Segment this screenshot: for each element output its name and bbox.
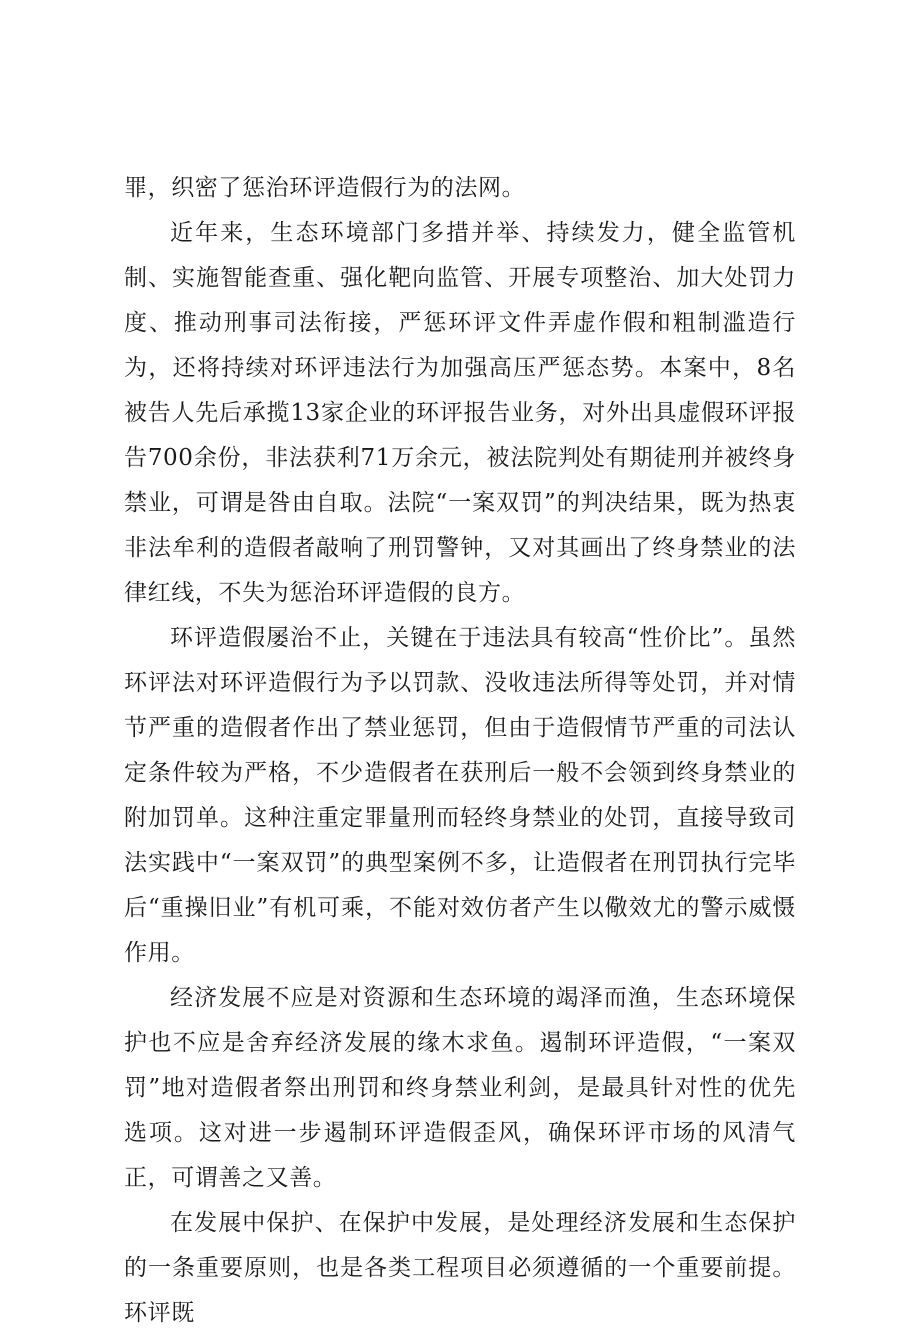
paragraph-regulatory-actions: 近年来，生态环境部门多措并举、持续发力，健全监管机制、实施智能查重、强化靶向监管、开展专项整治、加大处罚力度、推动刑事司法衔接，严惩环评文件弄虚作假和粗制滥造行为，还将持续对环评违法行为加强高压严惩态势。本案中，8名被告人先后承揽13家企业的环评报告业务，对外出具虚假环评报告700余份，非法获利71万余元，被法院判处有期徒刑并被终身禁业，可谓是咎由自取。法院“一案双罚”的判决结果，既为热衷非法牟利的造假者敲响了刑罚警钟，又对其画出了终身禁业的法律红线，不失为惩治环评造假的良方。 [124,220,796,606]
paragraph-continuation: 罪，织密了惩治环评造假行为的法网。 [124,175,526,201]
document-body [124,166,796,1336]
paragraph-development-principle: 在发展中保护、在保护中发展，是处理经济发展和生态保护的一条重要原则，也是各类工程项目必须遵循的一个重要前提。环评既 [124,1210,796,1326]
paragraph-economy-and-ecology: 经济发展不应是对资源和生态环境的竭泽而渔，生态环境保护也不应是舍弃经济发展的缘木求鱼。遏制环评造假，“一案双罚”地对造假者祭出刑罚和终身禁业利剑，是最具针对性的优先选项。这对进一步遏制环评造假歪风，确保环评市场的风清气正，可谓善之又善。 [124,985,796,1191]
paragraph-cost-effectiveness: 环评造假屡治不止，关键在于违法具有较高“性价比”。虽然环评法对环评造假行为予以罚款、没收违法所得等处罚，并对情节严重的造假者作出了禁业惩罚，但由于造假情节严重的司法认定条件较为严格，不少造假者在获刑后一般不会领到终身禁业的附加罚单。这种注重定罪量刑而轻终身禁业的处罚，直接导致司法实践中“一案双罚”的典型案例不多，让造假者在刑罚执行完毕后“重操旧业”有机可乘，不能对效仿者产生以儆效尤的警示威慑作用。 [124,625,796,966]
